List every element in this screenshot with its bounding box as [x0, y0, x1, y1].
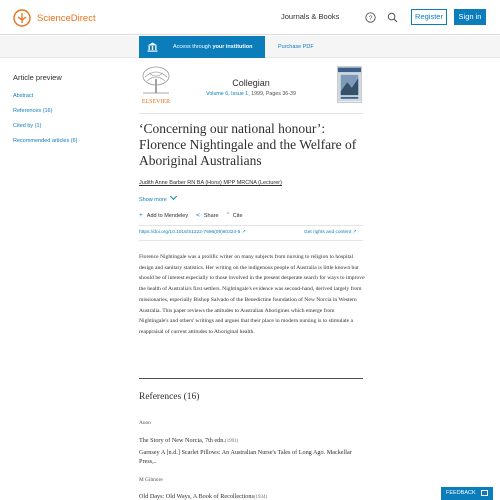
- access-label: Access through your institution: [173, 44, 253, 50]
- search-icon[interactable]: [387, 12, 398, 23]
- journal-meta: Volume 6, Issue 1, 1999, Pages 36-39: [206, 91, 296, 97]
- reference-item: [139, 448, 365, 466]
- reference-title: Garnsey A [n.d.] Scarlet Pillows: An Australian Nurse's Tales of Long Ago. Mackellar Press,..: [139, 449, 352, 465]
- rights-link[interactable]: Get rights and content ↗: [304, 230, 357, 235]
- divider: [139, 225, 363, 226]
- references-heading: References (16): [139, 392, 200, 402]
- help-icon[interactable]: [365, 12, 376, 23]
- article-actions: [139, 212, 251, 219]
- reference-item: [139, 477, 365, 500]
- sign-in-button[interactable]: Sign in: [454, 9, 486, 25]
- add-to-mendeley-button[interactable]: + Add to Mendeley: [139, 212, 189, 219]
- elsevier-tree-icon: [13, 9, 31, 27]
- plus-icon: +: [139, 212, 143, 219]
- reference-title: The Story of New Norcia, 7th edn.: [139, 437, 225, 444]
- feedback-button[interactable]: FEEDBACK: [441, 487, 493, 500]
- reference-author: M Gilmore: [139, 477, 163, 483]
- reference-item: [139, 420, 365, 447]
- sciencedirect-logo[interactable]: [13, 9, 96, 27]
- journals-and-books-link[interactable]: Journals & Books: [281, 12, 340, 21]
- purchase-pdf-link[interactable]: Purchase PDF: [278, 44, 314, 50]
- reference-year: (1934): [253, 495, 268, 500]
- svg-text:?: ?: [368, 15, 373, 22]
- elsevier-wordmark: ELSEVIER: [141, 99, 171, 105]
- sidebar-item-abstract[interactable]: Abstract: [13, 93, 34, 99]
- divider: [139, 240, 363, 241]
- top-header: [0, 0, 500, 35]
- journal-cover-thumbnail[interactable]: [337, 66, 362, 103]
- access-bar: [0, 36, 500, 58]
- external-link-icon: ↗: [352, 230, 357, 235]
- volume-link[interactable]: Volume 6, Issue 1: [206, 91, 249, 97]
- author-link[interactable]: Judith Anne Barber RN BA (Hons) MPP MRCNA (Lecturer): [139, 180, 282, 186]
- doi-link[interactable]: https://doi.org/10.1016/S1322-7696(08)60324-5 ↗: [139, 230, 246, 235]
- show-more-button[interactable]: Show more: [139, 196, 176, 203]
- sidebar-title: Article preview: [13, 73, 62, 82]
- journal-name[interactable]: Collegian: [232, 78, 270, 88]
- sidebar-item-references[interactable]: References (16): [13, 108, 53, 114]
- cite-button[interactable]: ” Cite: [226, 212, 243, 219]
- chevron-down-icon: [170, 193, 177, 200]
- feedback-icon: [481, 490, 488, 496]
- divider: [139, 378, 363, 379]
- divider: [139, 113, 363, 114]
- logo-text: ScienceDirect: [37, 12, 96, 24]
- article-title: ‘Concerning our national honour’: Florence Nightingale and the Welfare of Aboriginal Australians: [139, 121, 357, 168]
- share-icon: <: [196, 212, 200, 219]
- quote-icon: ”: [226, 212, 229, 219]
- register-button[interactable]: Register: [411, 9, 447, 25]
- external-link-icon: ↗: [241, 230, 246, 235]
- reference-year: (1991): [224, 439, 239, 444]
- access-through-institution-button[interactable]: [139, 36, 265, 58]
- abstract-text: Florence Nightingale was a prolific writer on many subjects from nursing to religion to hospital design and sanitary statistics. Her writing on the indigenous people of Australia is little known but should be of interest especially to those involved in the present desperate search for ways to improve the health of Australia's first settlers. Nightingale's evidence was second-hand, derived largely from missionaries, especially Bishop Salvado of the Benedictine foundation of New Norcia in Western Australia. This paper reviews the attitudes to Australian Aborigines which emerge from Nightingale's and others' writings and argues that their place in modern nursing is to stimulate a reappraisal of current attitudes to Aboriginal health.: [139, 254, 365, 335]
- share-button[interactable]: < Share: [196, 212, 219, 219]
- institution-icon: [147, 42, 158, 52]
- sidebar-item-recommended[interactable]: Recommended articles (6): [13, 138, 78, 144]
- sidebar-item-cited-by[interactable]: Cited by (1): [13, 123, 42, 129]
- reference-title: Old Days: Old Ways, A Book of Recollections: [139, 493, 254, 500]
- reference-author: Anon: [139, 420, 151, 426]
